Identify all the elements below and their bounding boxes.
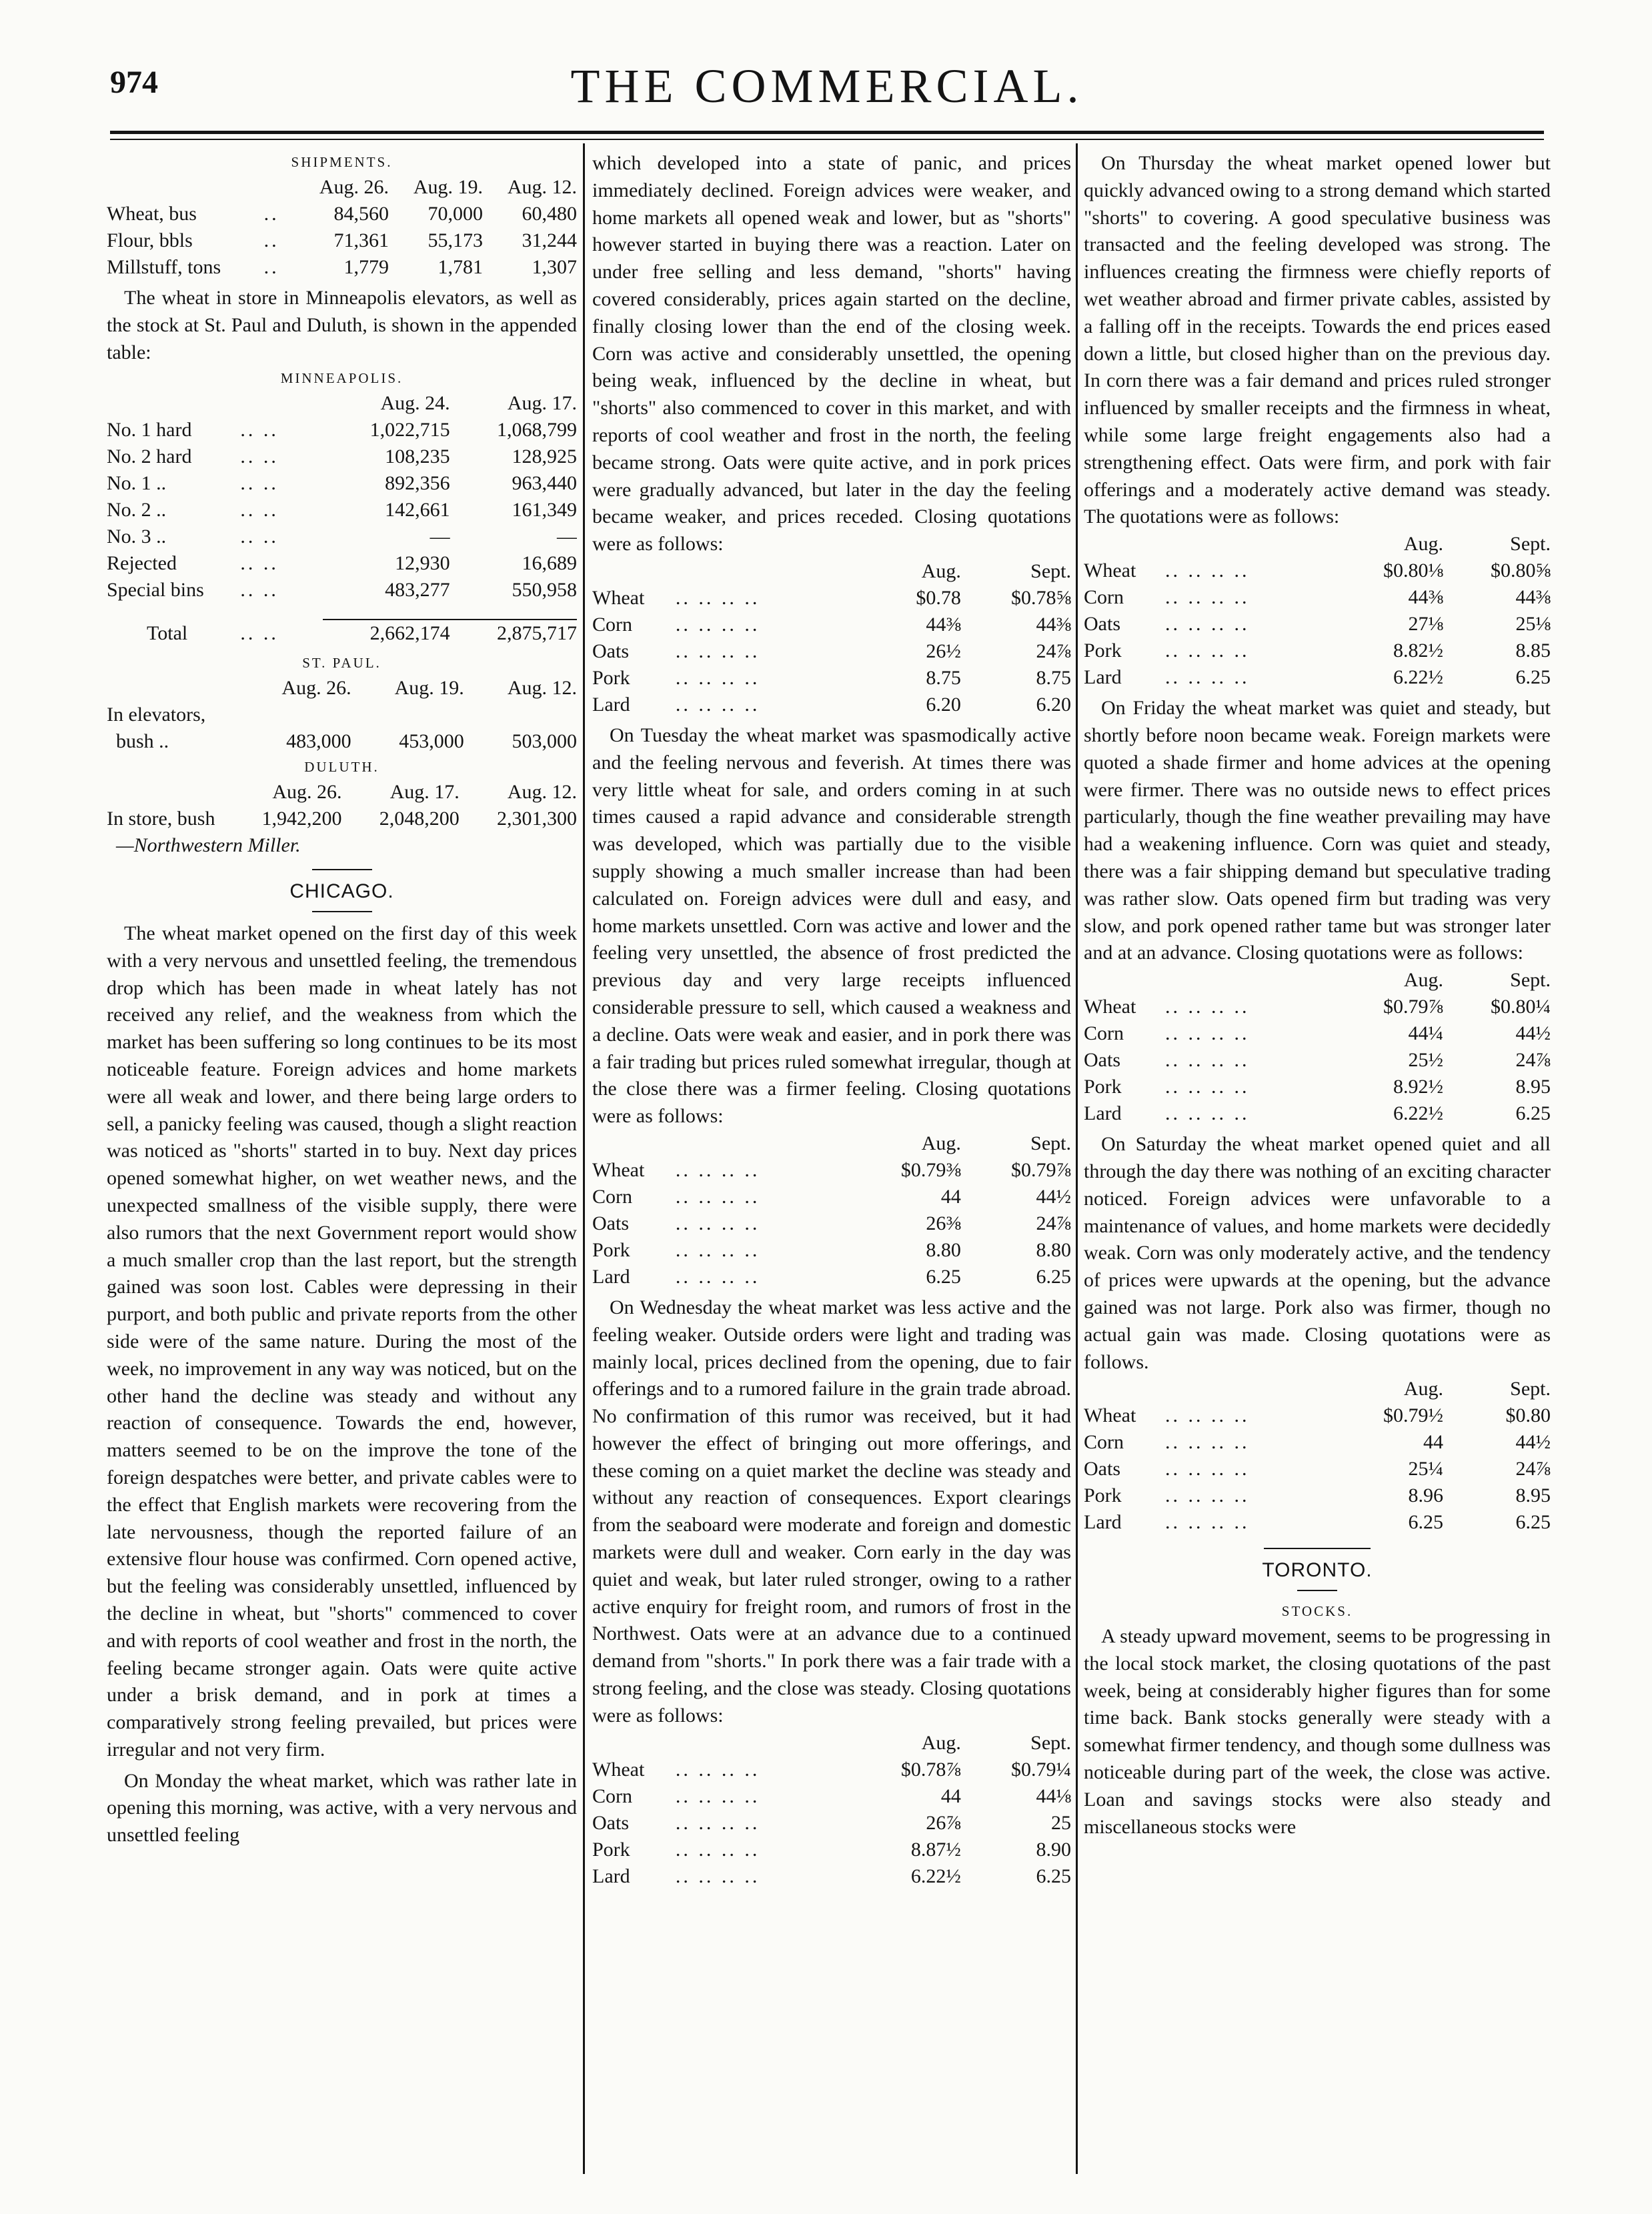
table-cell: 6.22½ — [910, 1865, 961, 1887]
table-cell: 26½ — [926, 640, 961, 662]
column-header: Sept. — [1510, 1378, 1551, 1400]
table-cell: $0.80⅛ — [1383, 560, 1443, 582]
table-cell: 27⅛ — [1408, 613, 1443, 636]
row-label: Special bins — [107, 579, 204, 602]
table-row — [1084, 994, 1551, 1020]
table-row — [107, 806, 577, 832]
row-label: Corn — [592, 613, 632, 636]
table-header-row — [1084, 967, 1551, 994]
table-row — [1084, 638, 1551, 664]
row-label: Pork — [1084, 640, 1122, 662]
row-label: Corn — [1084, 586, 1124, 609]
table-cell: 6.20 — [926, 693, 961, 716]
table-cell: 6.20 — [1036, 693, 1071, 716]
quotations-tuesday-table — [592, 1130, 1071, 1290]
table-row — [1084, 1482, 1551, 1509]
section-rule — [312, 869, 372, 870]
stocks-caption: STOCKS. — [1281, 1603, 1353, 1620]
table-cell: 44⅜ — [1036, 613, 1071, 636]
total-label: Total — [147, 622, 188, 645]
column-header: Aug. 17. — [389, 781, 460, 804]
table-row — [592, 1237, 1071, 1264]
row-label: Wheat — [592, 586, 645, 609]
table-cell: 483,277 — [385, 579, 450, 602]
column-header: Aug. 19. — [413, 176, 483, 198]
shipments-table — [107, 174, 577, 281]
table-header-row — [592, 1730, 1071, 1757]
leader-dots: .. .. .. .. — [1165, 640, 1250, 662]
table-row — [107, 497, 577, 523]
row-label: No. 1 .. — [107, 472, 167, 495]
table-cell: 44½ — [1036, 1185, 1071, 1208]
leader-dots: .. .. .. .. — [675, 1838, 760, 1861]
leader-dots: .. .. — [240, 445, 279, 468]
table-row — [107, 254, 577, 281]
leader-dots: .. .. .. .. — [675, 1185, 760, 1208]
table-cell: 2,662,174 — [323, 620, 450, 647]
quotations-monday-table — [592, 558, 1071, 718]
row-label: Millstuff, tons — [107, 256, 221, 278]
column-header: Aug. 19. — [394, 677, 464, 700]
leader-dots: .. .. .. .. — [1165, 1022, 1250, 1045]
column-header: Aug. 12. — [507, 677, 577, 700]
column-header: Aug. 26. — [281, 677, 351, 700]
toronto-heading: TORONTO. — [1262, 1559, 1373, 1582]
leader-dots: .. .. .. .. — [1165, 1076, 1250, 1098]
column-header: Aug. — [1403, 533, 1443, 556]
column-divider-1 — [583, 143, 585, 2174]
table-row — [107, 523, 577, 550]
row-label: Corn — [1084, 1022, 1124, 1045]
section-rule — [1297, 1590, 1337, 1591]
table-cell: 6.25 — [1515, 666, 1551, 689]
table-cell: 44⅜ — [926, 613, 961, 636]
table-cell: 44 — [940, 1185, 961, 1208]
quotations-friday-table — [1084, 967, 1551, 1127]
toronto-paragraph: A steady upward movement, seems to be progressing in the local stock market, the closing quotations of the past week, being at considerably higher figures than for some time back. Bank stocks generally were steady with a somewhat firmer tendency, and though some dullness was noticeable during part of the week, the close was active. Loan and savings stocks were also steady and miscellaneous stocks were — [1084, 1625, 1551, 1838]
table-cell: 1,781 — [438, 256, 483, 278]
wednesday-paragraph: On Wednesday the wheat market was less active and the feeling weaker. Outside orders were light and trading was mainly local, prices declined from the opening, due to fair offerings and to a rumored failure in the grain trade abroad. No confirmation of this rumor was received, but it had however the effect of bringing out more offerings, and these coming on a quiet market the decline was steady and without any reaction of consequences. Export clearings from the seaboard were moderate and foreign and domestic markets were dull and weaker. Corn early in the day was quiet and weak, but later ruled stronger, owing to a rather active enquiry for freight room, and rumors of frost in the Northwest. Oats were at an advance due to a continued demand from "shorts." In pork there was a fair trade with a strong feeling, and the close was steady. Closing quotations were as follows: — [592, 1296, 1071, 1727]
table-cell: 25¼ — [1408, 1458, 1443, 1480]
leader-dots: .. .. — [240, 622, 279, 645]
table-row — [592, 692, 1071, 718]
leader-dots: .. .. .. .. — [1165, 1431, 1250, 1454]
table-cell: 8.95 — [1515, 1076, 1551, 1098]
minneapolis-table — [107, 390, 577, 647]
table-cell: 8.92½ — [1393, 1076, 1443, 1098]
section-rule — [312, 911, 372, 912]
row-label: bush .. — [116, 730, 169, 753]
table-cell: 8.96 — [1408, 1484, 1443, 1507]
table-cell: 6.25 — [926, 1265, 961, 1288]
table-cell: 26⅞ — [926, 1811, 961, 1834]
table-header-row — [107, 174, 577, 201]
table-header-row — [592, 558, 1071, 585]
leader-dots: .. .. — [240, 419, 279, 441]
table-cell: 161,349 — [512, 499, 577, 521]
leader-dots: .. .. .. .. — [1165, 1404, 1250, 1427]
column-header: Aug. — [1403, 1378, 1443, 1400]
table-cell: 60,480 — [522, 203, 577, 225]
table-row — [107, 577, 577, 604]
table-cell: 70,000 — [428, 203, 483, 225]
monday-paragraph-continued: which developed into a state of panic, and prices immediately declined. Foreign advices were weaker, and home markets all opened weak and lower, but as "shorts" however started in buying there was a reaction. Later on under free selling and less demand, "shorts" having covered considerably, prices again started on the decline, finally closing lower than the end of the closing week. Corn was active and considerably unsettled, the opening being weak, influenced by the decline in wheat, but "shorts" also commenced to cover in this market, and with reports of cool weather and frost in the north, the feeling became strong. Oats were quite active, and in pork prices were gradually advanced, but later in the day the feeling became weaker, and prices receded. Closing quotations were as follows: — [592, 152, 1071, 556]
total-row — [107, 620, 577, 647]
leader-dots: .. .. .. .. — [675, 1758, 760, 1781]
table-cell: 44⅜ — [1408, 586, 1443, 609]
column-2 — [592, 150, 1071, 2174]
row-label: Pork — [1084, 1484, 1122, 1507]
table-cell: $0.80 — [1505, 1404, 1551, 1427]
leader-dots: .. .. .. .. — [675, 693, 760, 716]
table-cell: — — [557, 525, 577, 548]
table-row — [592, 1210, 1071, 1237]
table-row — [107, 550, 577, 577]
table-cell: — — [430, 525, 450, 548]
table-cell: 6.25 — [1515, 1511, 1551, 1534]
table-cell: 1,942,200 — [261, 808, 342, 830]
column-header: Aug. — [921, 1731, 961, 1754]
column-header: Sept. — [1510, 969, 1551, 992]
row-label: Wheat — [1084, 560, 1136, 582]
table-row — [1084, 584, 1551, 611]
table-cell: 2,048,200 — [379, 808, 460, 830]
table-cell: 108,235 — [385, 445, 450, 468]
row-label: Lard — [1084, 1511, 1122, 1534]
table-row — [592, 1757, 1071, 1783]
table-header-row — [107, 390, 577, 417]
table-cell: 24⅞ — [1036, 1212, 1071, 1234]
table-cell: 8.95 — [1515, 1484, 1551, 1507]
row-label: Corn — [592, 1185, 632, 1208]
table-row — [107, 702, 577, 728]
table-cell: 55,173 — [428, 229, 483, 251]
tuesday-paragraph: On Tuesday the wheat market was spasmodically active and the feeling nervous and feverish. At times there was very little wheat for sale, and orders coming in at such times caused a rapid advance and considerable strength was developed, which was partially due to the visible supply showing a much smaller increase than had been calculated on. Foreign advices were dull and easy, and home markets unsettled. Corn was active and lower and the feeling very unsettled, the absence of frost predicted the previous day and very large receipts influenced considerable pressure to sell, which caused a weakness and a decline. Oats were weak and easier, and in pork there was a fair trading but prices ruled somewhat irregular, though at the close there was a firmer feeling. Closing quotations were as follows: — [592, 724, 1071, 1128]
quotations-saturday-table — [1084, 1376, 1551, 1536]
leader-dots: .. .. — [240, 579, 279, 602]
table-row — [1084, 1074, 1551, 1100]
table-cell: 6.25 — [1036, 1865, 1071, 1887]
leader-dots: .. .. .. .. — [1165, 1458, 1250, 1480]
row-label: Lard — [1084, 1102, 1122, 1125]
row-label: No. 3 .. — [107, 525, 167, 548]
leader-dots: .. .. .. .. — [675, 1212, 760, 1234]
row-label: Pork — [1084, 1076, 1122, 1098]
column-header: Aug. — [921, 560, 961, 582]
row-label: Wheat — [592, 1758, 645, 1781]
table-cell: 25⅛ — [1515, 613, 1551, 636]
leader-dots: .. .. .. .. — [675, 1865, 760, 1887]
row-label: Oats — [1084, 1458, 1120, 1480]
thursday-paragraph: On Thursday the wheat market opened lower but quickly advanced owing to a strong demand which started "shorts" to covering. A good speculative business was transacted and the feeling developed was strong. The influences creating the firmness were chiefly reports of wet weather abroad and firmer private cables, assisted by a falling off in the receipts. Towards the end prices eased down a little, but closed higher than on the previous day. In corn there was a fair demand and prices ruled stronger influenced by smaller receipts and the firmness in wheat, while some large freight engagements also had a strengthening effect. Oats were firm, and pork with fair offerings and a moderately active demand was steady. The quotations were as follows: — [1084, 152, 1551, 528]
row-label: No. 2 .. — [107, 499, 167, 521]
leader-dots: .. .. .. .. — [675, 1158, 760, 1181]
table-cell: 8.90 — [1036, 1838, 1071, 1861]
leader-dots: .. .. .. .. — [675, 613, 760, 636]
table-header-row — [1084, 531, 1551, 558]
leader-dots: .. .. — [240, 499, 279, 521]
table-header-row — [1084, 1376, 1551, 1402]
table-cell: $0.79½ — [1383, 1404, 1443, 1427]
table-cell: 2,875,717 — [450, 620, 577, 647]
table-cell: $0.78 — [916, 586, 961, 609]
leader-dots: .. .. .. .. — [1165, 1511, 1250, 1534]
leader-dots: .. .. .. .. — [1165, 586, 1250, 609]
column-header: Aug. 12. — [507, 781, 577, 804]
table-cell: 44½ — [1515, 1431, 1551, 1454]
table-row — [107, 417, 577, 443]
header-rule-thick — [110, 131, 1544, 134]
table-cell: 483,000 — [286, 730, 351, 753]
table-row — [1084, 1509, 1551, 1536]
leader-dots: .. .. .. .. — [1165, 1484, 1250, 1507]
table-cell: 8.75 — [1036, 666, 1071, 689]
table-cell: $0.78⅝ — [1011, 586, 1071, 609]
column-divider-2 — [1076, 143, 1078, 2174]
table-cell: 31,244 — [522, 229, 577, 251]
row-label: Pork — [592, 1838, 630, 1861]
table-row — [107, 443, 577, 470]
page-header — [110, 59, 1544, 125]
friday-paragraph: On Friday the wheat market was quiet and steady, but shortly before noon became weak. Foreign markets were quoted a shade firmer and home advices at the opening were firmer. There was no outside news to effect prices particularly, though the fine weather prevailing may have had a weakening influence. Corn was quiet and steady, there was a fair shipping demand but speculative trading was rather slow. Oats opened firm but trading was very slow, and pork opened rather tame but was stronger later and at an advance. Closing quotations were as follows: — [1084, 697, 1551, 964]
table-row — [1084, 611, 1551, 638]
table-cell: 24⅞ — [1036, 640, 1071, 662]
table-cell: $0.80⅝ — [1491, 560, 1551, 582]
table-cell: 6.22½ — [1393, 666, 1443, 689]
table-row — [592, 1157, 1071, 1184]
table-cell: 44⅜ — [1515, 586, 1551, 609]
header-rule-thin — [110, 139, 1544, 140]
row-label: Lard — [592, 693, 630, 716]
column-header: Sept. — [1030, 560, 1071, 582]
table-cell: $0.79¼ — [1011, 1758, 1071, 1781]
table-cell: $0.79⅜ — [900, 1158, 961, 1181]
shipments-caption: SHIPMENTS. — [291, 154, 393, 170]
leader-dots: .. .. .. .. — [675, 640, 760, 662]
row-label: In store, bush — [107, 808, 215, 830]
table-row — [592, 1264, 1071, 1290]
leader-dots: .. .. — [240, 525, 279, 548]
source-credit: —Northwestern Miller. — [116, 834, 301, 857]
table-cell: 2,301,300 — [497, 808, 577, 830]
table-cell: 71,361 — [333, 229, 389, 251]
table-cell: 44 — [940, 1785, 961, 1807]
table-cell: 26⅜ — [926, 1212, 961, 1234]
table-cell: 8.82½ — [1393, 640, 1443, 662]
leader-dots: .. .. .. .. — [1165, 1049, 1250, 1072]
leader-dots: .. .. .. .. — [1165, 613, 1250, 636]
table-row — [107, 728, 577, 755]
row-label: Wheat — [1084, 996, 1136, 1018]
table-cell: 8.80 — [1036, 1238, 1071, 1261]
leader-dots: .. .. .. .. — [675, 1238, 760, 1261]
row-label: Oats — [592, 1811, 629, 1834]
publication-title: THE COMMERCIAL. — [570, 59, 1084, 113]
duluth-caption: DULUTH. — [304, 759, 379, 776]
chicago-summary-paragraph: The wheat market opened on the first day of this week with a very nervous and unsettled feeling, the tremendous drop which has been made in wheat lately has not received any relief, and the weakness from which the market has been suffering so long continues to be its most noticeable feature. Foreign advices and home markets were all weak and lower, and there being large orders to sell, a panicky feeling was caused, though a slight reaction was noticed as "shorts" started in to buy. Next day prices opened somewhat higher, on wet weather news, and the unexpected smallness of the visible supply, there were also rumors that the next Government report would show a much smaller crop than the last report, but the strength gained was soon lost. Cables were depressing in their purport, and both public and private reports from the other side were of the same nature. During the most of the week, no improvement in any way was noticed, but on the other hand the decline was steady and without any reaction of consequence. Towards the end, however, matters seemed to be on the improve the tone of the foreign despatches were better, and private cables were to the effect that English markets were recovering from the late nervousness, though the reported failure of an extensive flour house was confirmed. Corn opened active, but the feeling was considerably unsettled, influenced by the decline in wheat, but "shorts" commenced to cover and with reports of cool weather and frost in the north, the feeling became stronger again. Oats were quite active under a brisk demand, and in pork at times a comparatively strong feeling prevailed, but prices were irregular and not very firm. — [107, 922, 577, 1761]
table-cell: 25½ — [1408, 1049, 1443, 1072]
table-cell: 24⅞ — [1515, 1049, 1551, 1072]
table-cell: $0.79⅞ — [1383, 996, 1443, 1018]
table-row — [592, 1184, 1071, 1210]
leader-dots: .. .. .. .. — [1165, 560, 1250, 582]
row-label: Lard — [592, 1865, 630, 1887]
row-label: Oats — [1084, 1049, 1120, 1072]
row-label: Wheat — [1084, 1404, 1136, 1427]
table-cell: 44¼ — [1408, 1022, 1443, 1045]
table-row — [1084, 1047, 1551, 1074]
table-cell: 24⅞ — [1515, 1458, 1551, 1480]
table-cell: 503,000 — [512, 730, 577, 753]
leader-dots: .. — [263, 256, 279, 278]
column-header: Aug. 26. — [319, 176, 389, 198]
table-cell: 1,068,799 — [497, 419, 577, 441]
table-cell: 6.25 — [1515, 1102, 1551, 1125]
leader-dots: .. .. .. .. — [1165, 996, 1250, 1018]
row-label: Corn — [1084, 1431, 1124, 1454]
table-cell: 128,925 — [512, 445, 577, 468]
st-paul-caption: ST. PAUL. — [302, 655, 381, 672]
table-cell: 453,000 — [399, 730, 464, 753]
table-header-row — [107, 675, 577, 702]
column-header: Aug. — [921, 1132, 961, 1154]
table-cell: 8.80 — [926, 1238, 961, 1261]
leader-dots: .. .. .. .. — [675, 1811, 760, 1834]
table-row — [107, 227, 577, 254]
table-row — [1084, 1020, 1551, 1047]
column-header: Aug. 12. — [507, 176, 577, 198]
row-label: Flour, bbls — [107, 229, 193, 251]
table-cell: 44⅛ — [1036, 1785, 1071, 1807]
table-row — [1084, 1429, 1551, 1456]
column-header: Sept. — [1510, 533, 1551, 556]
table-cell: 1,779 — [343, 256, 389, 278]
table-cell: 44½ — [1515, 1022, 1551, 1045]
saturday-paragraph: On Saturday the wheat market opened quiet and all through the day there was nothing of an exciting character noticed. Foreign advices were unfavorable to a maintenance of values, and home markets were decidedly weak. Corn was only moderately active, and the tendency of prices were upwards at the opening, but the advance gained was not large. Pork also was firmer, though no actual gain was made. Closing quotations were as follows. — [1084, 1133, 1551, 1373]
section-rule — [1264, 1548, 1371, 1549]
leader-dots: .. .. .. .. — [675, 1265, 760, 1288]
row-label: Lard — [592, 1265, 630, 1288]
table-cell: 6.22½ — [1393, 1102, 1443, 1125]
table-row — [592, 1863, 1071, 1890]
table-cell: 550,958 — [512, 579, 577, 602]
table-cell: 1,022,715 — [369, 419, 450, 441]
monday-paragraph: On Monday the wheat market, which was rather late in opening this morning, was active, with a very nervous and unsettled feeling — [107, 1769, 577, 1847]
row-label: Lard — [1084, 666, 1122, 689]
row-label: Wheat — [592, 1158, 645, 1181]
row-label: In elevators, — [107, 704, 206, 726]
row-label: Oats — [1084, 613, 1120, 636]
leader-dots: .. .. .. .. — [675, 586, 760, 609]
column-1 — [107, 150, 577, 2174]
quotations-thursday-table — [1084, 531, 1551, 691]
st-paul-table — [107, 675, 577, 755]
table-row — [1084, 1456, 1551, 1482]
table-row — [592, 638, 1071, 665]
table-cell: 8.85 — [1515, 640, 1551, 662]
row-label: Corn — [592, 1785, 632, 1807]
table-cell: 25 — [1051, 1811, 1071, 1834]
leader-dots: .. .. .. .. — [1165, 1102, 1250, 1125]
table-cell: 1,307 — [532, 256, 577, 278]
row-label: Rejected — [107, 552, 177, 575]
table-row — [592, 585, 1071, 612]
row-label: Pork — [592, 1238, 630, 1261]
table-row — [592, 612, 1071, 638]
leader-dots: .. .. .. .. — [675, 666, 760, 689]
table-cell: 6.25 — [1408, 1511, 1443, 1534]
row-label: No. 2 hard — [107, 445, 192, 468]
table-header-row — [592, 1130, 1071, 1157]
table-cell: $0.80¼ — [1491, 996, 1551, 1018]
table-row — [592, 1783, 1071, 1810]
table-cell: $0.79⅞ — [1011, 1158, 1071, 1181]
table-row — [592, 1810, 1071, 1837]
column-header: Sept. — [1030, 1132, 1071, 1154]
table-row — [592, 665, 1071, 692]
row-label: No. 1 hard — [107, 419, 192, 441]
row-label: Oats — [592, 1212, 629, 1234]
page-number: 974 — [110, 65, 158, 100]
table-cell: 892,356 — [385, 472, 450, 495]
table-header-row — [107, 779, 577, 806]
leader-dots: .. .. .. .. — [675, 1785, 760, 1807]
leader-dots: .. — [263, 229, 279, 251]
table-row — [1084, 1402, 1551, 1429]
table-row — [1084, 1100, 1551, 1127]
table-cell: 84,560 — [333, 203, 389, 225]
table-cell: 16,689 — [522, 552, 577, 575]
column-3 — [1084, 150, 1551, 2174]
table-row — [1084, 558, 1551, 584]
leader-dots: .. — [263, 203, 279, 225]
row-label: Pork — [592, 666, 630, 689]
leader-dots: .. .. .. .. — [1165, 666, 1250, 689]
quotations-wednesday-table — [592, 1730, 1071, 1890]
table-cell: 142,661 — [385, 499, 450, 521]
leader-dots: .. .. — [240, 472, 279, 495]
column-header: Aug. — [1403, 969, 1443, 992]
column-header: Aug. 26. — [272, 781, 342, 804]
table-cell: 8.75 — [926, 666, 961, 689]
duluth-table — [107, 779, 577, 832]
table-cell: 6.25 — [1036, 1265, 1071, 1288]
table-cell: 8.87½ — [910, 1838, 961, 1861]
table-cell: $0.78⅞ — [900, 1758, 961, 1781]
table-row — [107, 201, 577, 227]
column-header: Aug. 24. — [380, 392, 450, 415]
row-label: Wheat, bus — [107, 203, 197, 225]
table-cell: 12,930 — [395, 552, 450, 575]
table-cell: 963,440 — [512, 472, 577, 495]
table-row — [592, 1837, 1071, 1863]
stock-intro-paragraph: The wheat in store in Minneapolis elevators, as well as the stock at St. Paul and Duluth, is shown in the appended table: — [107, 287, 577, 363]
column-header: Aug. 17. — [507, 392, 577, 415]
column-header: Sept. — [1030, 1731, 1071, 1754]
leader-dots: .. .. — [240, 552, 279, 575]
table-row — [1084, 664, 1551, 691]
table-cell: 44 — [1423, 1431, 1443, 1454]
row-label: Oats — [592, 640, 629, 662]
chicago-heading: CHICAGO. — [289, 880, 394, 903]
table-row — [107, 470, 577, 497]
minneapolis-caption: MINNEAPOLIS. — [280, 370, 403, 387]
